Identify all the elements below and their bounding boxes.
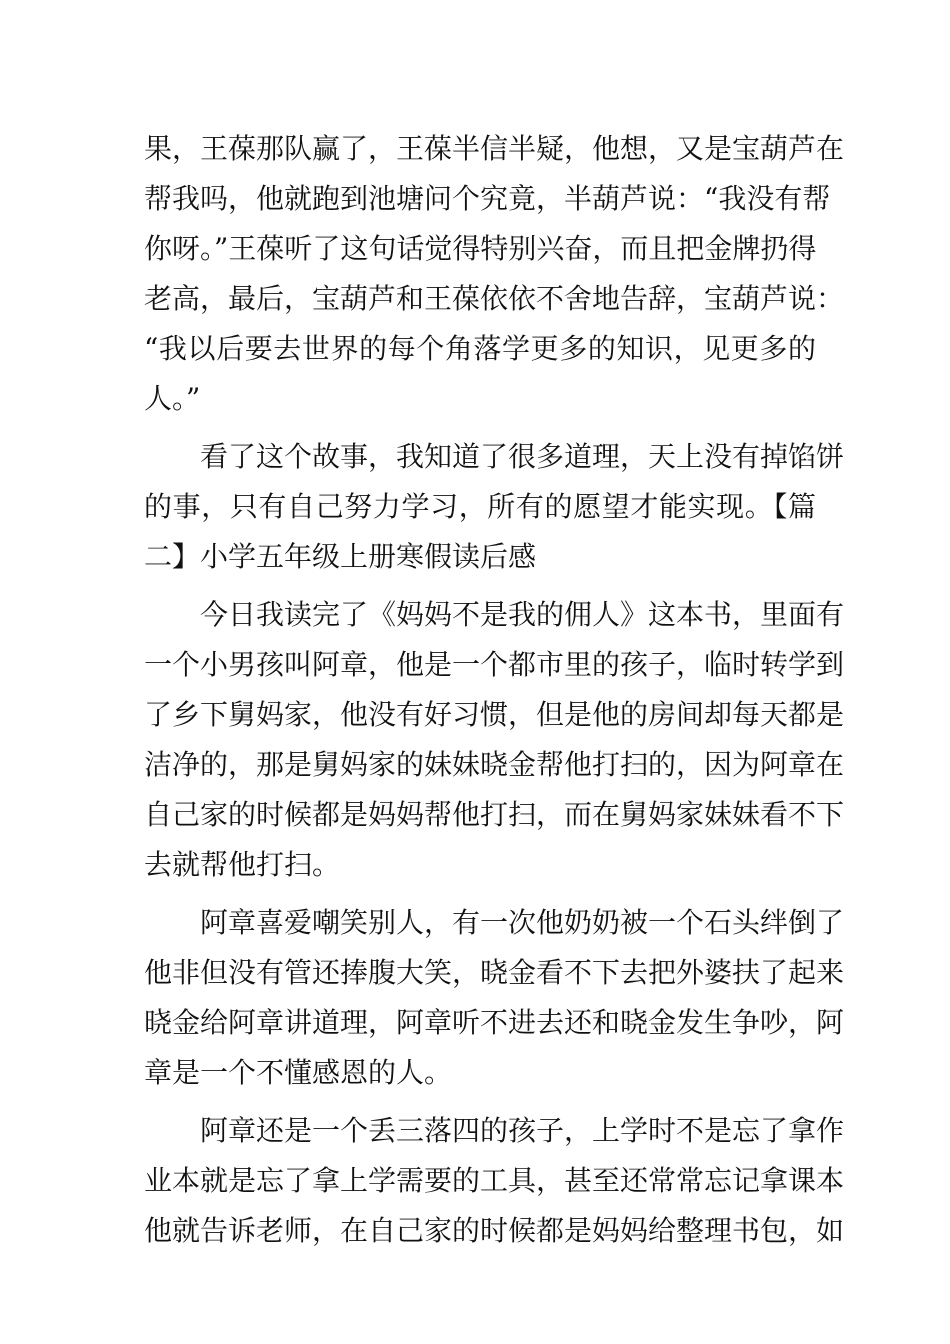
text-line: 帮我吗，他就跑到池塘问个究竟，半葫芦说：“我没有帮 [144, 182, 831, 215]
text-line: 他非但没有管还捧腹大笑，晓金看不下去把外婆扶了起来 [144, 956, 845, 989]
text-line: 今日我读完了《妈妈不是我的佣人》这本书，里面有 [200, 598, 845, 631]
text-line: 晓金给阿章讲道理，阿章听不进去还和晓金发生争吵，阿 [144, 1006, 845, 1039]
paragraph-2 [144, 432, 845, 582]
text-line: 阿章还是一个丢三落四的孩子，上学时不是忘了拿作 [200, 1114, 845, 1147]
text-line: 老高，最后，宝葫芦和王葆依依不舍地告辞，宝葫芦说： [144, 282, 845, 315]
text-line: 了乡下舅妈家，他没有好习惯，但是他的房间却每天都是 [144, 698, 845, 731]
paragraph-3 [144, 590, 845, 890]
text-line: 人。” [144, 382, 201, 415]
text-line: 他就告诉老师，在自己家的时候都是妈妈给整理书包，如 [144, 1214, 845, 1247]
text-line: 果，王葆那队赢了，王葆半信半疑，他想，又是宝葫芦在 [144, 132, 845, 165]
text-line: 你呀。”王葆听了这句话觉得特别兴奋，而且把金牌扔得 [144, 232, 817, 265]
text-line: 洁净的，那是舅妈家的妹妹晓金帮他打扫的，因为阿章在 [144, 748, 845, 781]
text-line: 自己家的时候都是妈妈帮他打扫，而在舅妈家妹妹看不下 [144, 798, 845, 831]
paragraph-5 [144, 1106, 845, 1256]
text-line: 的事，只有自己努力学习，所有的愿望才能实现。【篇 [144, 490, 816, 523]
paragraph-4 [144, 898, 845, 1098]
text-line: 一个小男孩叫阿章，他是一个都市里的孩子，临时转学到 [144, 648, 845, 681]
text-line: 阿章喜爱嘲笑别人，有一次他奶奶被一个石头绊倒了 [200, 906, 845, 939]
document-body [144, 124, 845, 1256]
text-line: “我以后要去世界的每个角落学更多的知识，见更多的 [144, 332, 816, 365]
paragraph-1 [144, 124, 845, 424]
text-line: 去就帮他打扫。 [144, 848, 341, 881]
text-line: 业本就是忘了拿上学需要的工具，甚至还常常忘记拿课本 [144, 1164, 845, 1197]
text-line: 看了这个故事，我知道了很多道理，天上没有掉馅饼 [200, 440, 845, 473]
text-line: 章是一个不懂感恩的人。 [144, 1056, 453, 1089]
section-heading-line: 二】小学五年级上册寒假读后感 [144, 540, 537, 573]
